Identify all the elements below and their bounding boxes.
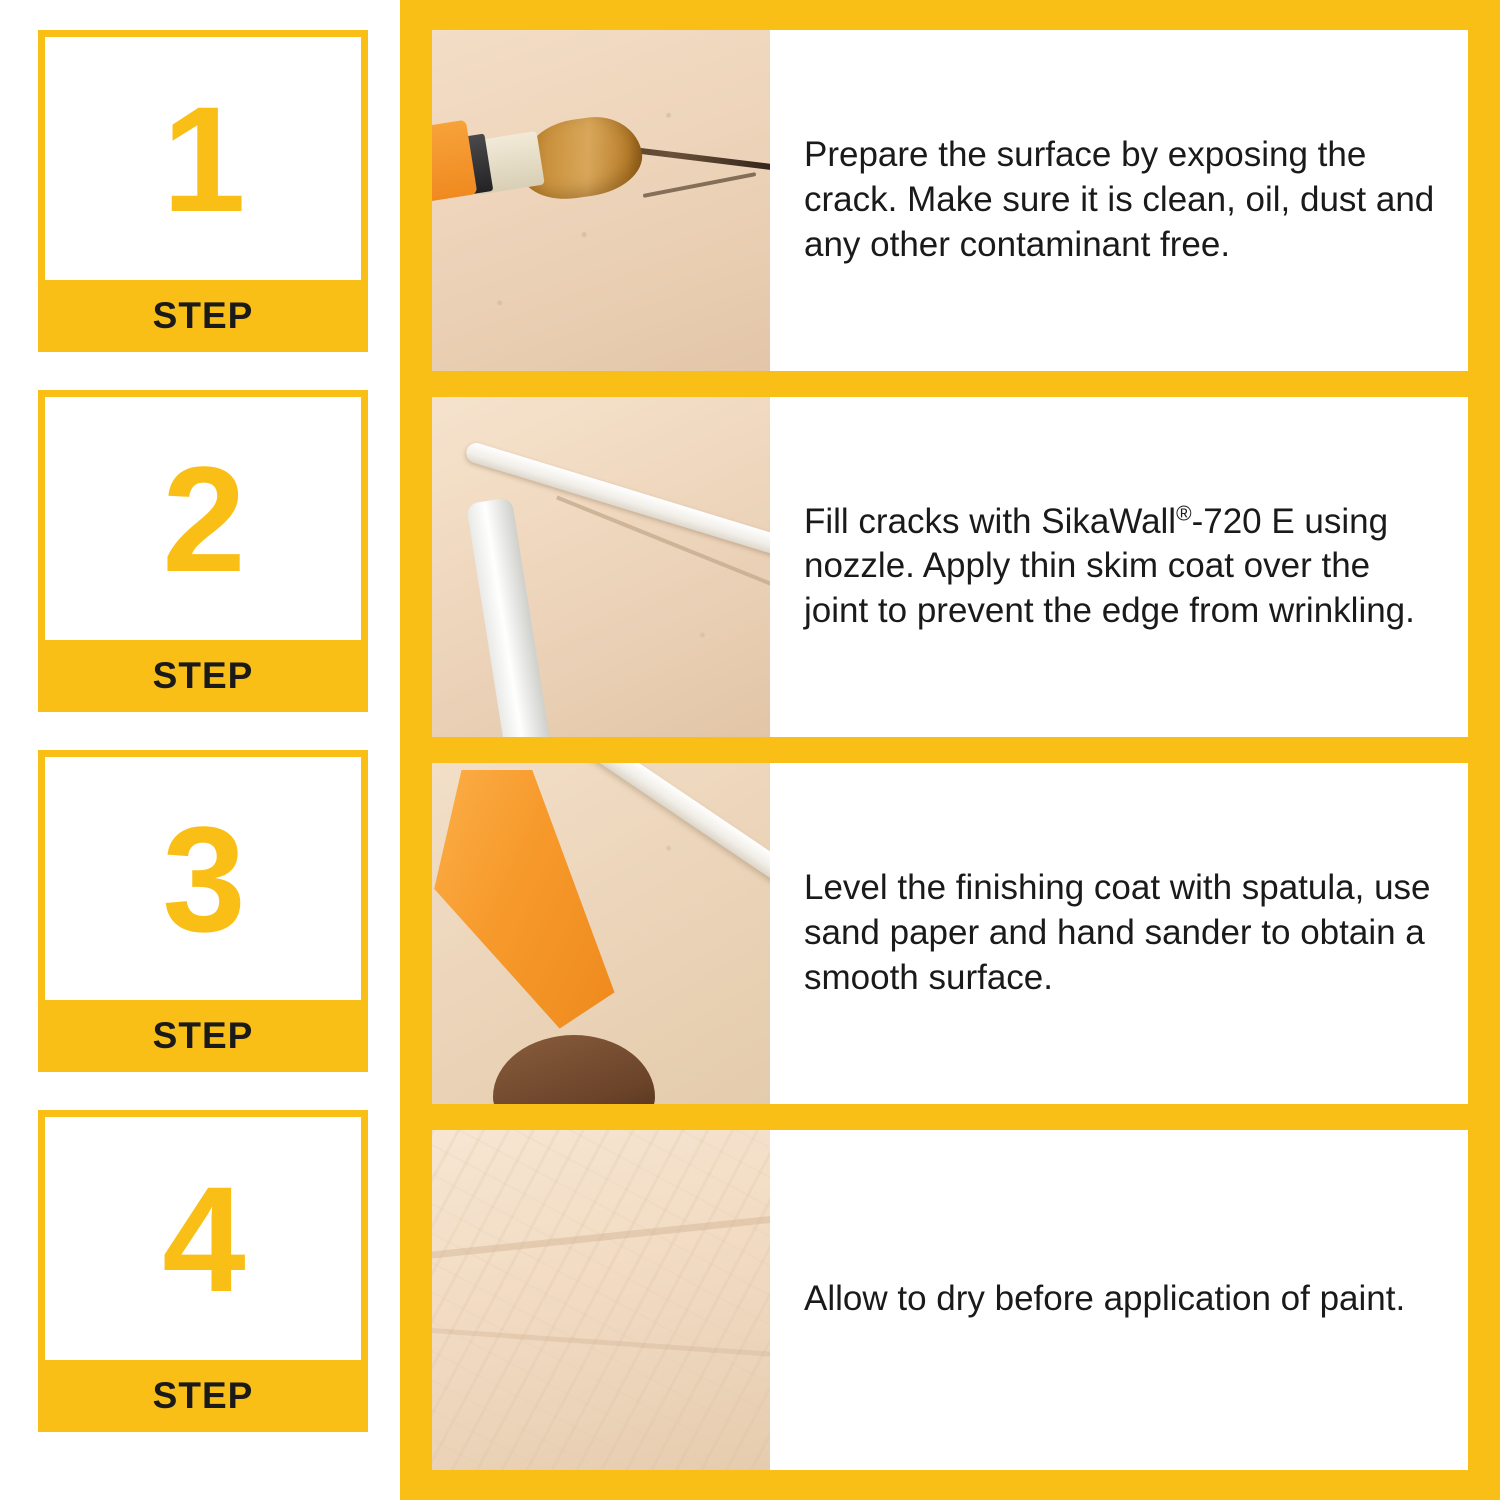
instruction-text-2-after: -720 E using nozzle. Apply thin skim coat over the joint to prevent the edge from wrinkling. — [804, 501, 1415, 631]
step-number-2: 2 — [162, 434, 244, 603]
step-label-bar-3 — [38, 1000, 368, 1072]
instruction-text-4: Allow to dry before application of paint. — [804, 1279, 1406, 1319]
step-number-1: 1 — [162, 74, 244, 243]
instruction-row-2 — [432, 397, 1468, 738]
step-number-box-1 — [38, 30, 368, 280]
instruction-text-2-before: Fill cracks with SikaWall — [804, 501, 1177, 541]
step-number-4: 4 — [162, 1154, 244, 1323]
spatula-leveling-coat-photo — [432, 763, 770, 1104]
content-panel — [400, 0, 1500, 1500]
step-number-3: 3 — [162, 794, 244, 963]
step-label-3: STEP — [152, 1015, 254, 1056]
step-label-4: STEP — [152, 1375, 254, 1416]
instruction-row-4 — [432, 1130, 1468, 1471]
step-number-box-3 — [38, 750, 368, 1000]
brush-cleaning-crack-photo — [432, 30, 770, 371]
step-label-bar-2 — [38, 640, 368, 712]
step-card-2 — [38, 390, 368, 712]
instruction-text-2 — [804, 500, 1442, 634]
step-card-4 — [38, 1110, 368, 1432]
step-number-box-2 — [38, 390, 368, 640]
instruction-text-1: Prepare the surface by exposing the crack. Make sure it is clean, oil, dust and any other contaminant free. — [804, 135, 1435, 264]
step-card-3 — [38, 750, 368, 1072]
registered-trademark-mark: ® — [1176, 501, 1192, 525]
instruction-text-cell-3 — [770, 763, 1468, 1104]
step-label-bar-1 — [38, 280, 368, 352]
instruction-text-cell-4 — [770, 1130, 1468, 1471]
instruction-row-3 — [432, 763, 1468, 1104]
instruction-text-cell-2 — [770, 397, 1468, 738]
instruction-text-cell-1 — [770, 30, 1468, 371]
nozzle-filling-crack-photo — [432, 397, 770, 738]
step-card-1 — [38, 30, 368, 352]
step-number-box-4 — [38, 1110, 368, 1360]
steps-column — [38, 30, 368, 1470]
step-label-bar-4 — [38, 1360, 368, 1432]
step-label-1: STEP — [152, 295, 254, 336]
step-label-2: STEP — [152, 655, 254, 696]
instruction-text-3: Level the finishing coat with spatula, use sand paper and hand sander to obtain a smooth surface. — [804, 868, 1431, 997]
dried-wall-surface-photo — [432, 1130, 770, 1471]
instruction-row-1 — [432, 30, 1468, 371]
